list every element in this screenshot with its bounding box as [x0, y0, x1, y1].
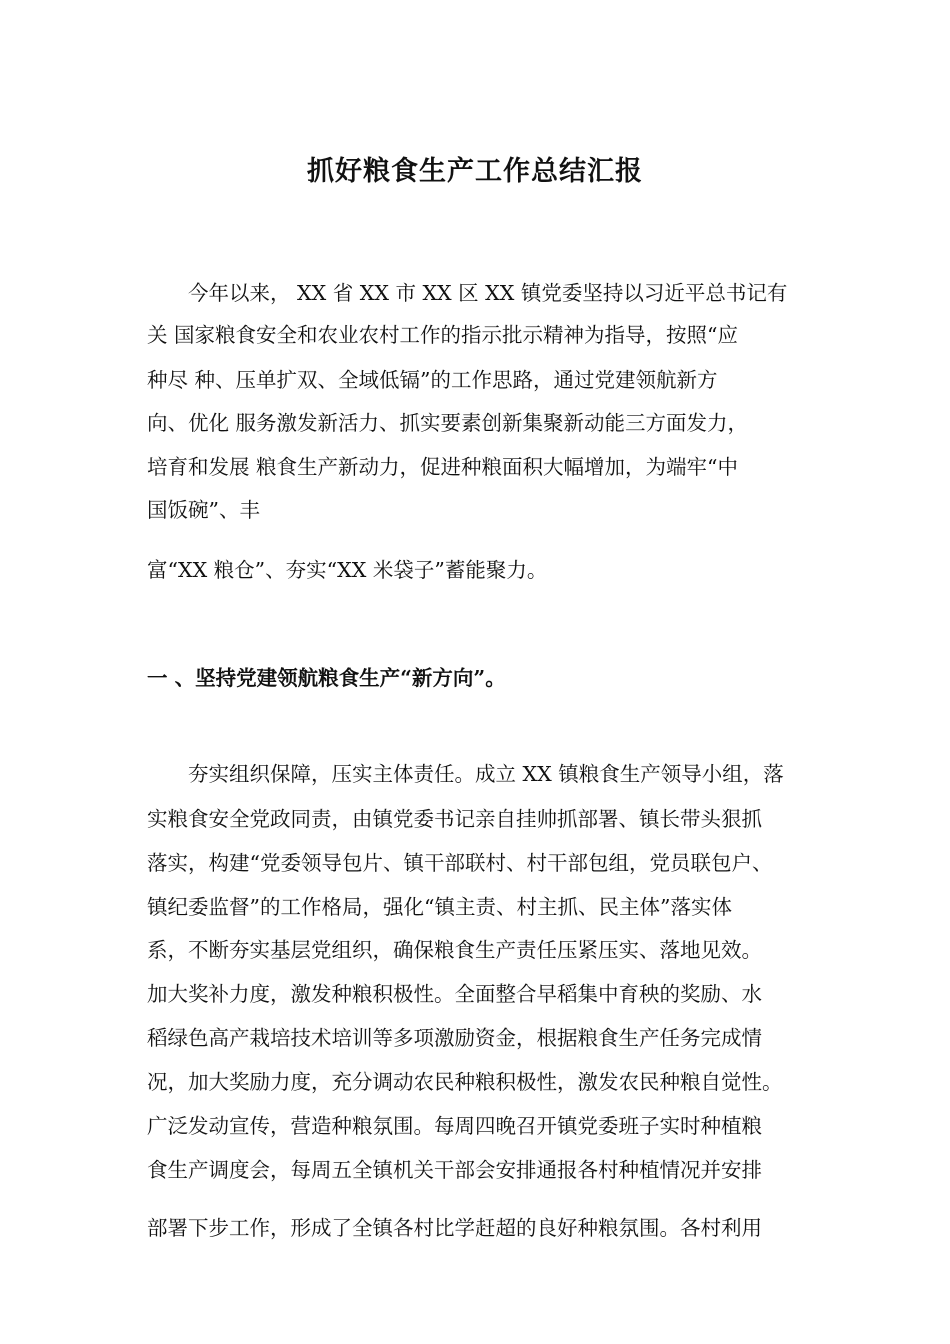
document-title: 抓好粮食生产工作总结汇报: [307, 156, 643, 187]
section1-line-6: 加大奖补力度，激发种粮积极性。全面整合早稻集中育秧的奖励、水: [147, 982, 762, 1006]
intro-line-1: 今年以来， XX 省 XX 市 XX 区 XX 镇党委坚持以习近平总书记有: [188, 281, 788, 305]
intro-line-4: 向、优化 服务激发新活力、抓实要素创新集聚新动能三方面发力，: [147, 411, 749, 435]
intro-line-3: 种尽 种、压单扩双、全域低镉”的工作思路，通过党建领航新方: [147, 368, 718, 392]
section1-line-3: 落实，构建“党委领导包片、镇干部联村、村干部包组，党员联包户、: [147, 851, 773, 875]
section1-line-9: 广泛发动宣传，营造种粮氛围。每周四晚召开镇党委班子实时种植粮: [147, 1114, 762, 1138]
section1-line-7: 稻绿色高产栽培技术培训等多项激励资金，根据粮食生产任务完成情: [147, 1026, 762, 1050]
section1-line-11: 部署下步工作，形成了全镇各村比学赶超的良好种粮氛围。各村利用: [147, 1216, 762, 1240]
intro-line-2: 关 国家粮食安全和农业农村工作的指示批示精神为指导，按照“应: [147, 323, 738, 347]
section1-line-1: 夯实组织保障，压实主体责任。成立 XX 镇粮食生产领导小组，落: [188, 762, 784, 786]
intro-line-6: 国饭碗”、丰: [147, 498, 260, 522]
section1-line-10: 食生产调度会，每周五全镇机关干部会安排通报各村种植情况并安排: [147, 1158, 762, 1182]
intro-line-7: 富“XX 粮仓”、夯实“XX 米袋子”蓄能聚力。: [147, 558, 548, 582]
section-heading-1: 一 、坚持党建领航粮食生产“新方向”。: [147, 666, 506, 690]
section1-line-8: 况，加大奖励力度，充分调动农民种粮积极性，激发农民种粮自觉性。: [147, 1070, 783, 1094]
intro-line-5: 培育和发展 粮食生产新动力，促进种粮面积大幅增加，为端牢“中: [147, 455, 738, 479]
section1-line-5: 系，不断夯实基层党组织，确保粮食生产责任压紧压实、落地见效。: [147, 938, 762, 962]
section1-line-2: 实粮食安全党政同责，由镇党委书记亲自挂帅抓部署、镇长带头狠抓: [147, 807, 762, 831]
section1-line-4: 镇纪委监督”的工作格局，强化“镇主责、村主抓、民主体”落实体: [147, 895, 732, 919]
